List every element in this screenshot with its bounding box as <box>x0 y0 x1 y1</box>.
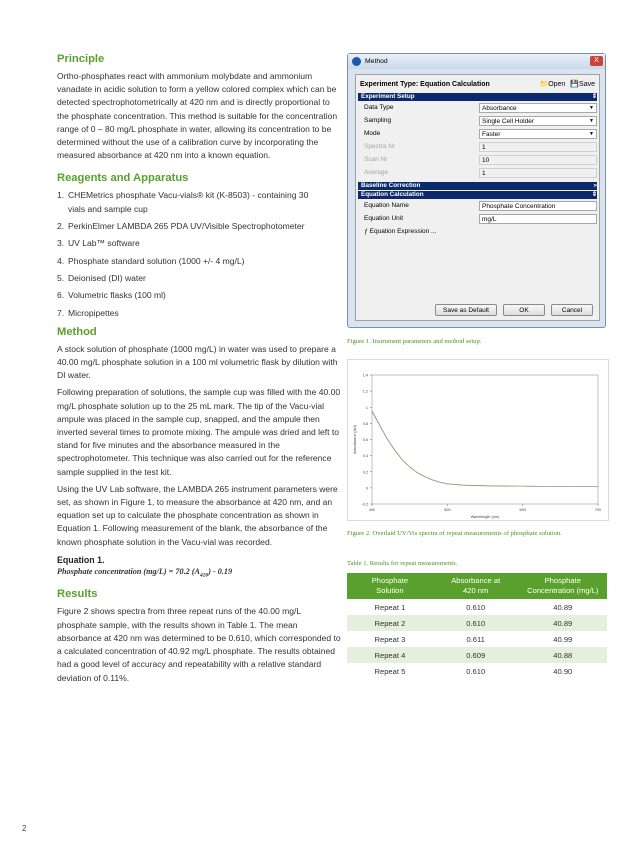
list-item: 2. PerkinElmer LAMBDA 265 PDA UV/Visible Spectrophotometer <box>57 221 305 232</box>
y-axis-label: Absorbance (AU) <box>353 424 357 455</box>
figure1-caption: Figure 1. Instrument parameters and method setup. <box>347 338 482 345</box>
spectrum-chart <box>347 359 609 521</box>
spectra-nr-field: 1 <box>479 142 597 152</box>
expand-icon: » <box>593 182 597 189</box>
y-tick-label: 0.4 <box>362 454 368 459</box>
equation-unit-row: Equation Unit mg/L <box>358 212 597 225</box>
x-tick-label: 700 <box>594 508 602 512</box>
list-item: 1. CHEMetrics phosphate Vacu-vials® kit (K-8503) - containing 30 vials and sample cup <box>57 190 309 214</box>
results-text: Figure 2 shows spectra from three repeat runs of the 40.00 mg/L phosphate sample, with the results shown in Table 1. The mean absorbance at 420 nm was determined to be 0.610, which corresponded to a calculated concentration of 40.92 mg/L phosphate. The results obtained had a good level of accuracy and repeatability with a relative standard deviation of 0.11%. <box>57 606 341 683</box>
equation-formula: Phosphate concentration (mg/L) = 70.2 $(A_{420}) - 0.19$ <box>57 566 233 579</box>
method-dialog <box>347 53 606 328</box>
data-type-select[interactable]: Absorbance ▼ <box>479 103 597 113</box>
setup-row-average: Average 1 <box>358 166 597 179</box>
collapse-icon: ⇕ <box>591 191 597 198</box>
list-item: 5. Deionised (DI) water <box>57 272 146 283</box>
scan-nr-field: 10 <box>479 155 597 165</box>
close-button[interactable]: X <box>590 56 603 66</box>
reagents-list <box>57 189 342 319</box>
spectrum-svg <box>348 360 610 522</box>
dialog-body <box>355 74 600 321</box>
mode-select[interactable]: Faster ▼ <box>479 129 597 139</box>
table-row: Repeat 1 0.610 40.89 <box>347 599 607 615</box>
x-tick-label: 600 <box>519 508 526 512</box>
folder-icon: 📁 <box>539 81 549 88</box>
setup-row-sampling: Sampling Single Cell Holder ▼ <box>358 114 597 127</box>
open-button[interactable]: 📁Open <box>539 81 566 88</box>
table-row: Repeat 4 0.609 40.88 <box>347 647 607 663</box>
reagents-heading: Reagents and Apparatus <box>57 172 189 185</box>
table-row: Repeat 3 0.611 40.99 <box>347 631 607 647</box>
list-item: 6. Volumetric flasks (100 ml) <box>57 290 166 301</box>
equation-calculation-section[interactable]: Equation Calculation ⇕ <box>358 191 597 199</box>
list-item: 4. Phosphate standard solution (1000 +/- 4 mg/L) <box>57 255 245 266</box>
plot-frame <box>372 375 598 504</box>
experiment-setup-section[interactable]: Experiment Setup ⇕ <box>358 93 597 101</box>
baseline-correction-section[interactable]: Baseline Correction » <box>358 182 597 190</box>
setup-row-scan-nr: Scan Nr 10 <box>358 153 597 166</box>
experiment-type: Experiment Type: Equation Calculation <box>360 80 490 88</box>
list-item: 7. Micropipettes <box>57 307 119 318</box>
y-tick-label: 0.6 <box>362 438 368 442</box>
table-row: Repeat 5 0.610 40.90 <box>347 663 607 679</box>
dropdown-arrow-icon: ▼ <box>589 117 594 124</box>
table-row: Repeat 2 0.610 40.89 <box>347 615 607 631</box>
setup-row-spectra-nr: Spectra Nr 1 <box>358 140 597 153</box>
method-paragraph-2: Following preparation of solutions, the sample cup was filled with the 40.00 mg/L phosphate solution up to the 25 mL mark. The tip of the Vacu-vial ampule was placed in the sample cup, snapped, and the ampule then inverted several times to promote mixing. The ampule was dried and left to stand for five minutes and the absorbance measured in the spectrophotometer. This technique was also carried out for the reference sample supplied in the test kit. <box>57 387 341 477</box>
left-column <box>57 53 342 689</box>
series-line <box>372 411 598 486</box>
function-icon: ƒ <box>364 228 368 235</box>
x-tick-label: 500 <box>444 508 451 512</box>
dialog-title-bar <box>348 54 605 69</box>
results-table <box>347 573 607 679</box>
y-tick-label: 1.2 <box>362 389 368 394</box>
table-header-row <box>347 573 607 599</box>
equation-heading: Equation 1. <box>57 554 105 565</box>
column-header: Phosphate Solution <box>347 573 433 599</box>
experiment-type-bar <box>356 75 599 93</box>
principle-text: Ortho-phosphates react with ammonium molybdate and ammonium vanadate in acidic solution to form a yellow colored complex which can be detected spectrophotometrically at 420 nm and is directly proportional to the phosphate concentration. This method is suitable for the concentration range of 0 – 80 mg/L phosphate in water, allowing its concentration to be determined without the use of a calibration curve by incorporating the measured absorbance at 420 nm into a known equation. <box>57 71 338 161</box>
collapse-icon: ⇕ <box>591 93 597 100</box>
ok-button[interactable]: OK <box>503 304 545 316</box>
sampling-select[interactable]: Single Cell Holder ▼ <box>479 116 597 126</box>
cancel-button[interactable]: Cancel <box>551 304 593 316</box>
save-as-default-button[interactable]: Save as Default <box>435 304 497 316</box>
equation-unit-input[interactable]: mg/L <box>479 214 597 224</box>
method-heading: Method <box>57 325 97 338</box>
setup-row-data-type: Data Type Absorbance ▼ <box>358 101 597 114</box>
method-paragraph-1: A stock solution of phosphate (1000 mg/L) in water was used to prepare a 40.00 mg/L phosphate solution in a 100 ml volumetric flask by dilution with DI water. <box>57 343 338 381</box>
y-tick-label: 0.8 <box>362 421 368 426</box>
x-axis-label: Wavelength (nm) <box>470 515 500 519</box>
y-tick-label: 0.2 <box>362 470 368 475</box>
series-line <box>372 411 598 487</box>
dialog-title: Method <box>365 58 388 65</box>
app-logo-icon <box>352 57 361 66</box>
average-field: 1 <box>479 168 597 178</box>
y-tick-label: 1 <box>365 405 368 410</box>
column-header: Absorbance at 420 nm <box>433 573 519 599</box>
table1-caption: Table 1. Results for repeat measurements. <box>347 560 458 567</box>
equation-name-input[interactable]: Phosphate Concentration <box>479 201 597 211</box>
y-tick-label: 0 <box>365 486 368 491</box>
equation-expression-button[interactable]: ƒ Equation Expression ... <box>364 228 437 235</box>
floppy-icon: 💾 <box>570 81 580 88</box>
results-heading: Results <box>57 588 98 601</box>
figure2-caption: Figure 2. Overlaid UV/Vis spectra of repeat measurements of phosphate solution. <box>347 530 562 537</box>
y-tick-label: -0.2 <box>361 502 368 507</box>
column-header: Phosphate Concentration (mg/L) <box>519 573 607 599</box>
equation-name-row: Equation Name Phosphate Concentration <box>358 199 597 212</box>
method-paragraph-3: Using the UV Lab software, the LAMBDA 265 instrument parameters were set, as shown in Figure 1, to measure the absorbance at 420 nm, and an equation set up to calculate the phosphate concentration as shown in Equation 1. Following measurement of the blank, the absorbance of the known phosphate solution in the Vacu-vial was recorded. <box>57 483 338 547</box>
setup-row-mode: Mode Faster ▼ <box>358 127 597 140</box>
dialog-buttons <box>435 304 593 316</box>
series-line <box>372 411 598 486</box>
dropdown-arrow-icon: ▼ <box>589 130 594 137</box>
list-item: 3. UV Lab™ software <box>57 238 140 249</box>
dropdown-arrow-icon: ▼ <box>589 104 594 111</box>
page-number: 2 <box>22 824 27 833</box>
save-button[interactable]: 💾Save <box>570 81 595 88</box>
x-tick-label: 400 <box>368 508 376 512</box>
y-tick-label: 1.4 <box>362 373 368 378</box>
principle-heading: Principle <box>57 53 105 65</box>
